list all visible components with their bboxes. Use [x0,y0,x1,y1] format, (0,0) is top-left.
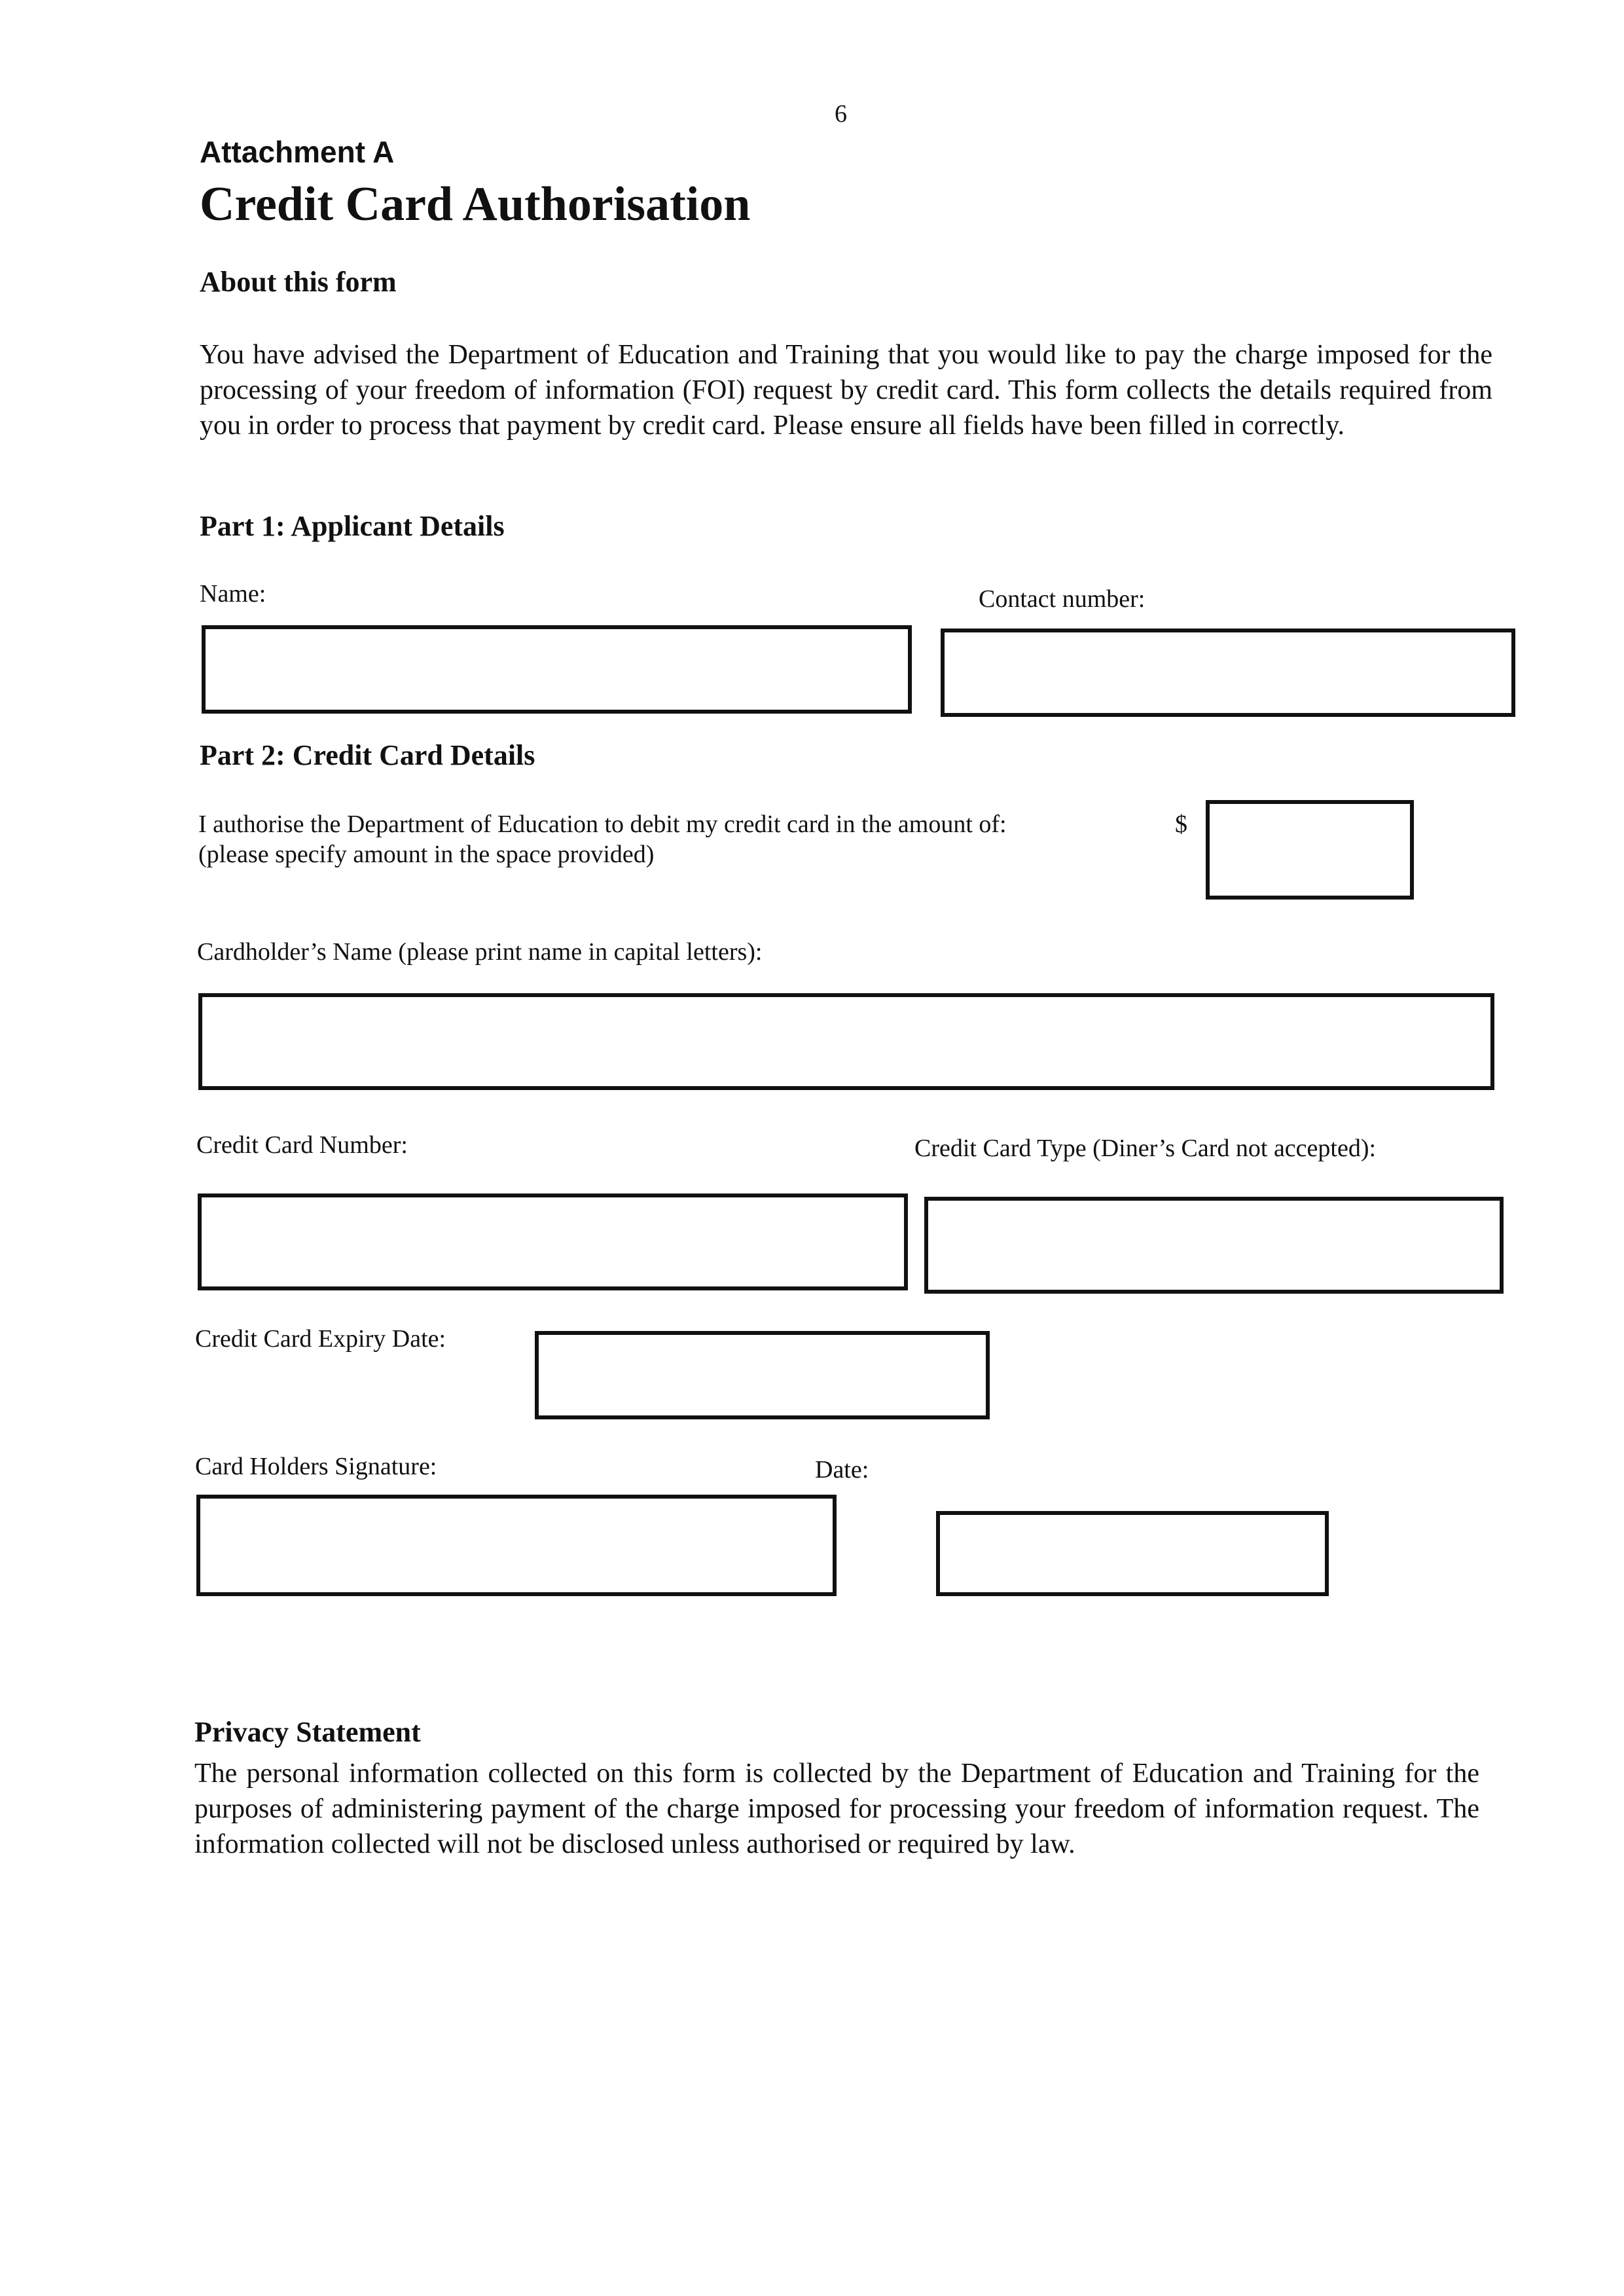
card-number-label: Credit Card Number: [196,1131,408,1159]
about-text: You have advised the Department of Education and Training that you would like to pay the charge imposed for the processing of your freedom of information (FOI) request by credit card. This form collects the details required from you in order to process that payment by credit card. Please ensure all fields have been filled in correctly. [200,340,1492,441]
currency-symbol: $ [1175,811,1187,838]
authorise-text-line2: (please specify amount in the space provided) [198,841,655,868]
privacy-heading: Privacy Statement [194,1716,421,1748]
about-heading: About this form [200,266,397,298]
signature-field[interactable] [196,1495,837,1596]
expiry-date-label: Credit Card Expiry Date: [195,1325,446,1353]
cardholder-name-label: Cardholder’s Name (please print name in capital letters): [197,938,763,966]
contact-number-label: Contact number: [979,585,1146,613]
card-type-field[interactable] [924,1197,1504,1294]
cardholder-name-field[interactable] [198,993,1494,1090]
attachment-label: Attachment A [200,135,395,169]
privacy-text: The personal information collected on this form is collected by the Department of Education and Training for the purposes of administering payment of the charge imposed for processing your freedom of information request. The information collected will not be disclosed unless authorised or required by law. [194,1758,1479,1859]
card-number-field[interactable] [198,1194,908,1290]
name-label: Name: [200,580,266,608]
page-number: 6 [835,100,847,128]
authorise-text-line1: I authorise the Department of Education to debit my credit card in the amount of: [198,811,1007,838]
card-type-label: Credit Card Type (Diner’s Card not accepted): [914,1135,1377,1162]
name-field[interactable] [202,625,912,714]
date-label: Date: [815,1456,869,1484]
part1-heading: Part 1: Applicant Details [200,510,505,542]
contact-number-field[interactable] [941,629,1515,717]
date-field[interactable] [936,1511,1329,1596]
signature-label: Card Holders Signature: [195,1453,437,1480]
amount-field[interactable] [1206,800,1414,900]
page-title: Credit Card Authorisation [200,177,751,231]
expiry-date-field[interactable] [535,1331,990,1419]
part2-heading: Part 2: Credit Card Details [200,739,535,771]
